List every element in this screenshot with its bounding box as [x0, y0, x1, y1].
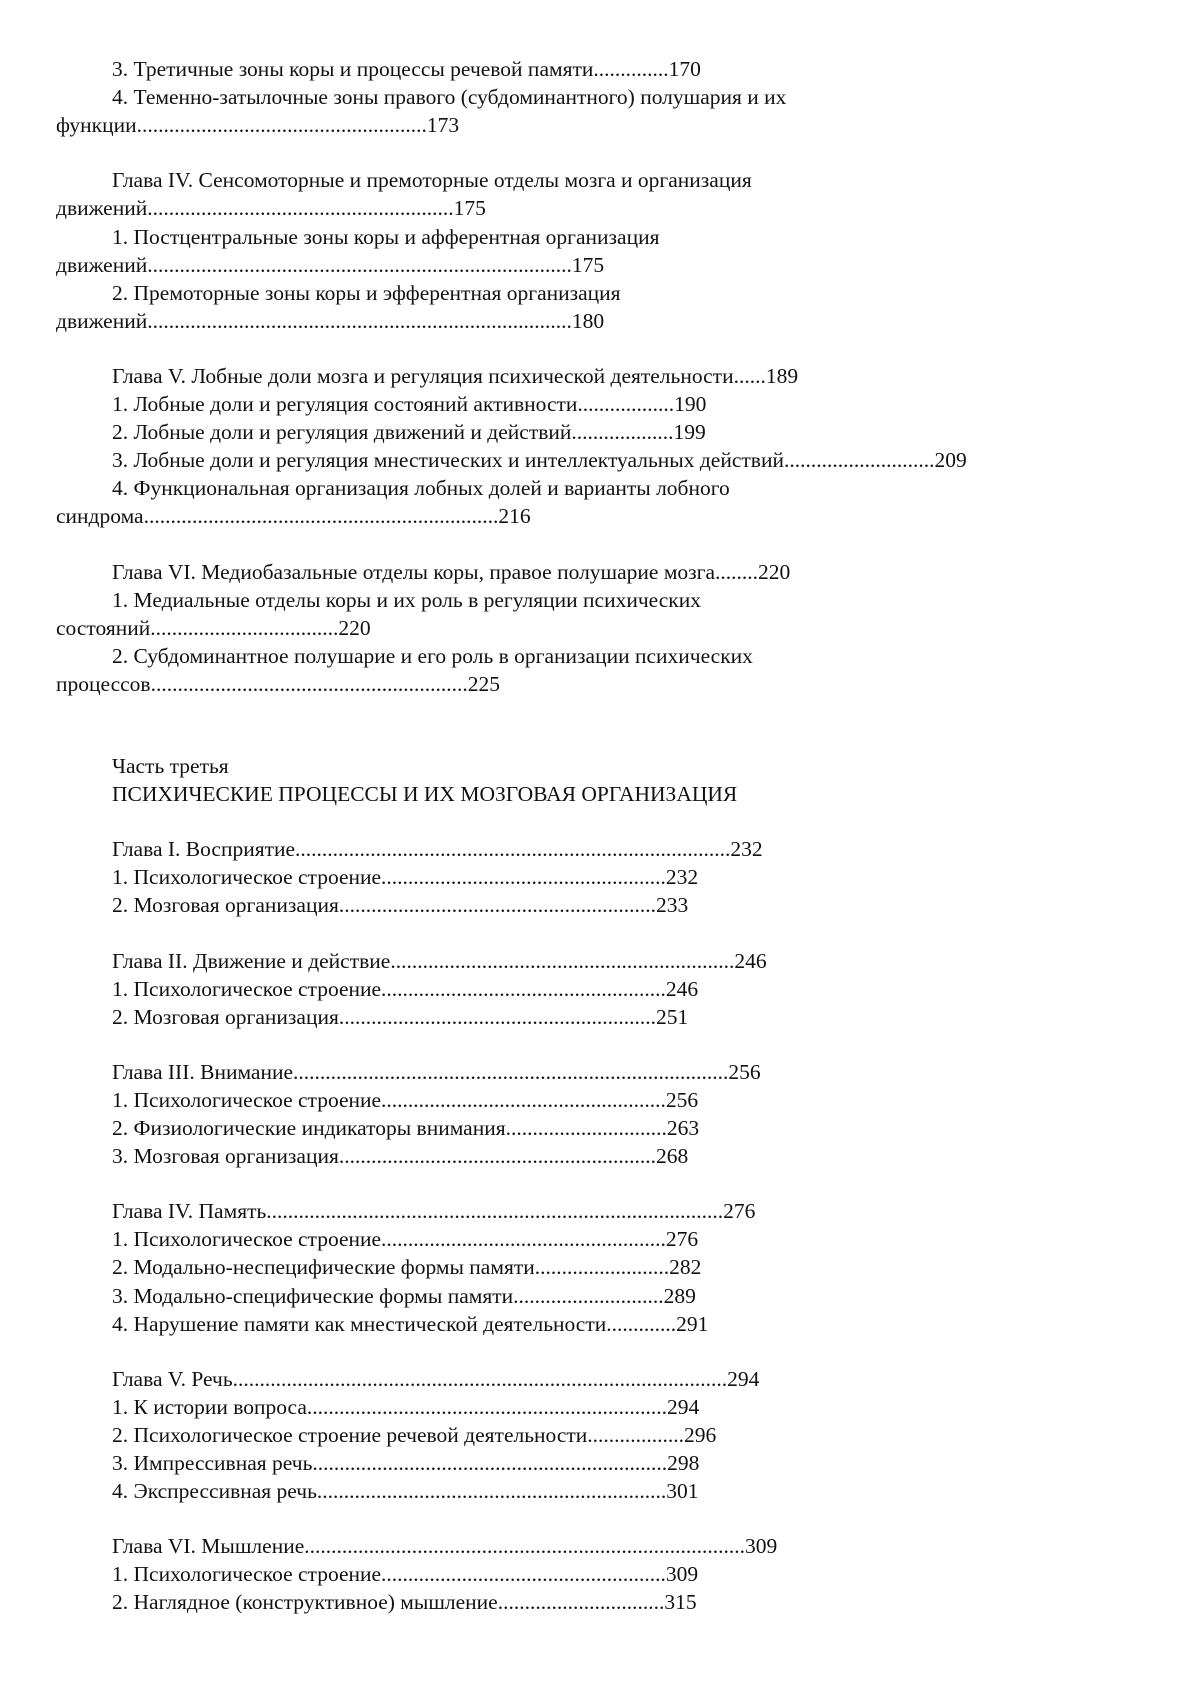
toc-line: 4. Экспрессивная речь.................................................................301	[112, 1479, 699, 1504]
toc-line: 3. Лобные доли и регуляция мнестических и интеллектуальных действий............................209	[112, 448, 967, 473]
toc-line: Глава II. Движение и действие................................................................246	[112, 948, 767, 973]
toc-line: Глава VI. Мышление..................................................................................309	[112, 1534, 778, 1559]
toc-line: движений.........................................................175	[56, 196, 486, 221]
toc-line: 2. Физиологические индикаторы внимания..............................263	[112, 1116, 700, 1140]
toc-line: ПСИХИЧЕСКИЕ ПРОЦЕССЫ И ИХ МОЗГОВАЯ ОРГАНИЗАЦИЯ	[112, 782, 738, 807]
toc-line: 4. Теменно-затылочные зоны правого (субдоминантного) полушария и их	[112, 85, 787, 110]
toc-line: 1. Психологическое строение.....................................................256	[112, 1087, 699, 1112]
toc-line: 1. Психологическое строение.....................................................246	[112, 976, 699, 1001]
toc-line: 1. Психологическое строение.....................................................276	[112, 1227, 699, 1252]
toc-line: 2. Мозговая организация...........................................................251	[112, 1004, 689, 1029]
toc-line: 4. Нарушение памяти как мнестической деятельности.............291	[112, 1311, 709, 1336]
toc-line: 1. К истории вопроса...................................................................294	[112, 1394, 700, 1419]
toc-line: 2. Премоторные зоны коры и эфферентная организация	[112, 280, 621, 305]
toc-line: Глава V. Лобные доли мозга и регуляция психической деятельности......189	[112, 363, 799, 388]
toc-line: 2. Наглядное (конструктивное) мышление...............................315	[112, 1590, 697, 1615]
toc-line: 2. Психологическое строение речевой деятельности..................296	[112, 1422, 717, 1447]
toc-line: 1. Медиальные отделы коры и их роль в регуляции психических	[112, 587, 701, 612]
toc-line: 3. Модально-специфические формы памяти............................289	[112, 1283, 696, 1308]
toc-line: состояний...................................220	[56, 615, 371, 640]
toc-line: 2. Мозговая организация...........................................................233	[112, 893, 689, 918]
toc-line: 1. Психологическое строение.....................................................309	[112, 1562, 699, 1587]
toc-line: процессов...........................................................225	[56, 671, 500, 696]
toc-line: Глава III. Внимание.................................................................................256	[112, 1059, 761, 1084]
toc-line: 2. Модально-неспецифические формы памяти.........................282	[112, 1255, 702, 1280]
toc-line: 3. Третичные зоны коры и процессы речевой памяти..............170	[112, 57, 701, 81]
toc-line: 3. Мозговая организация...........................................................268	[112, 1144, 689, 1169]
toc-line: движений...............................................................................180	[56, 308, 605, 333]
toc-line: 1. Лобные доли и регуляция состояний активности..................190	[112, 392, 707, 416]
toc-line: 4. Функциональная организация лобных долей и варианты лобного	[112, 476, 730, 501]
toc-line: 3. Импрессивная речь..................................................................298	[112, 1451, 700, 1475]
toc-line: Глава I. Восприятие.................................................................................232	[112, 837, 763, 862]
toc-line: Глава VI. Медиобазальные отделы коры, правое полушарие мозга........220	[112, 559, 791, 584]
toc-line: Глава V. Речь............................................................................................294	[112, 1366, 760, 1391]
toc-line: Глава IV. Сенсомоторные и премоторные отделы мозга и организация	[112, 168, 752, 193]
toc-line: синдрома..................................................................216	[56, 504, 531, 529]
toc-line: 1. Постцентральные зоны коры и афферентная организация	[112, 224, 660, 249]
toc-line: Глава IV. Память.....................................................................................276	[112, 1199, 756, 1224]
toc-line: функции......................................................173	[56, 113, 460, 138]
toc-line: движений...............................................................................175	[56, 252, 605, 277]
toc-line: 2. Субдоминантное полушарие и его роль в организации психических	[112, 643, 753, 668]
toc-line: 2. Лобные доли и регуляция движений и действий...................199	[112, 420, 706, 445]
toc-line: 1. Психологическое строение.....................................................232	[112, 865, 699, 890]
toc-line: Часть третья	[112, 754, 229, 778]
